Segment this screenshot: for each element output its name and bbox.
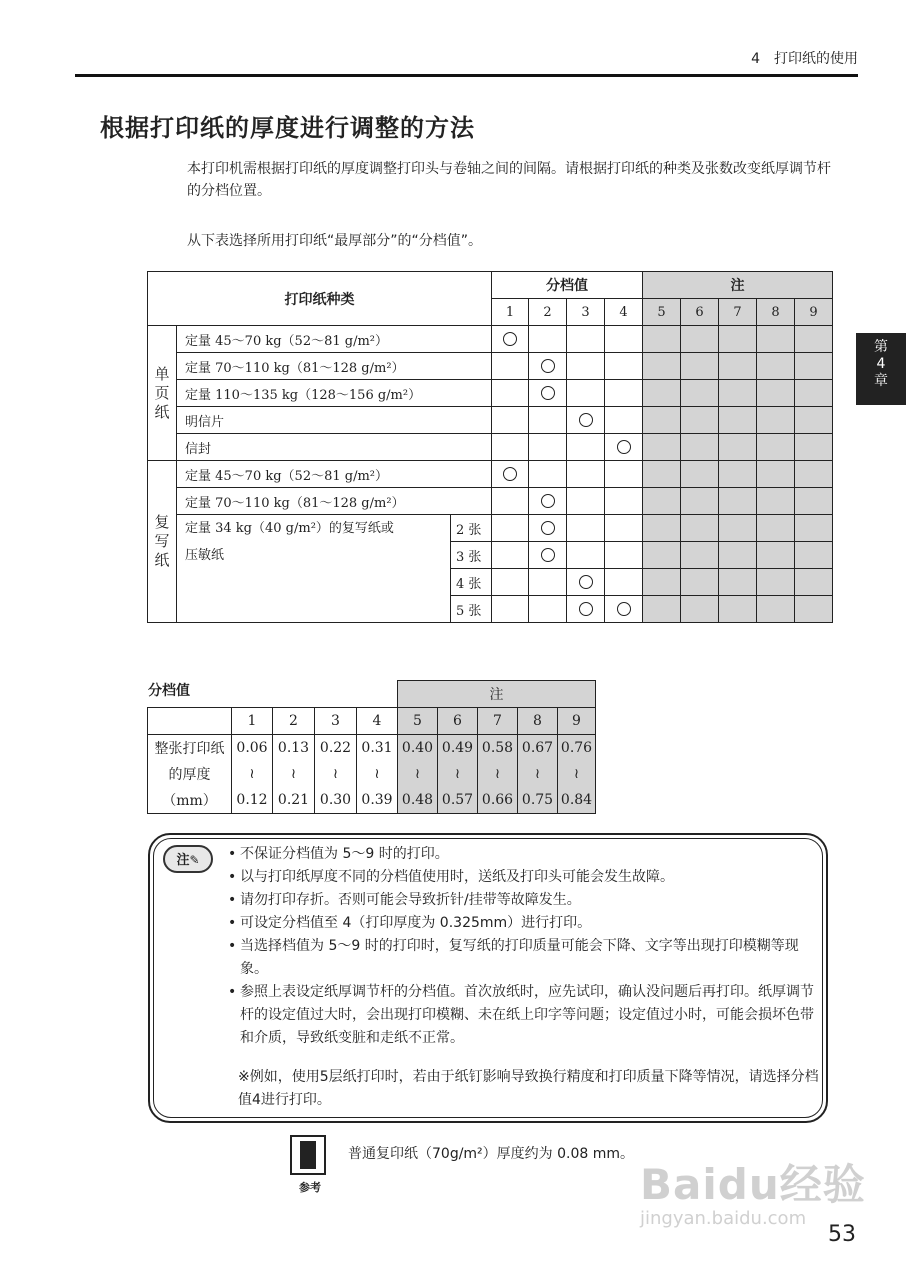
table-row [148, 380, 833, 407]
value-column-7: 7 [478, 708, 518, 735]
chapter-header: 4 打印纸的使用 [751, 51, 858, 67]
note-list [228, 843, 820, 1050]
paper-type-label: 明信片 [177, 407, 492, 434]
table-row [148, 434, 833, 461]
value-column-8: 8 [518, 708, 558, 735]
paper-type-label: 定量 45～70 kg（52～81 g/m²） [177, 461, 492, 488]
thickness-min: 0.22 [315, 735, 357, 762]
mark-circle-icon [541, 521, 555, 535]
table-row [148, 407, 833, 434]
thickness-max: 0.30 [315, 787, 357, 814]
thickness-max: 0.66 [478, 787, 518, 814]
header-paper-type: 打印纸种类 [148, 272, 492, 326]
table-row [148, 515, 833, 542]
column-header-8: 8 [757, 299, 795, 326]
paper-type-label: 定量 70～110 kg（81～128 g/m²） [177, 353, 492, 380]
instruction-paragraph: 从下表选择所用打印纸“最厚部分”的“分档值”。 [187, 233, 483, 249]
mark-circle-icon [617, 602, 631, 616]
range-tilde: ≀ [478, 761, 518, 787]
column-header-2: 2 [529, 299, 567, 326]
sheet-count-label: 2 张 [451, 515, 492, 542]
range-tilde: ≀ [357, 761, 398, 787]
thickness-max: 0.21 [273, 787, 315, 814]
value-table-note-header: 注 [398, 681, 596, 708]
carbon-paper-label: 定量 34 kg（40 g/m²）的复写纸或 压敏纸 [177, 515, 451, 623]
thickness-min: 0.06 [232, 735, 273, 762]
range-tilde: ≀ [273, 761, 315, 787]
paper-type-label: 定量 45～70 kg（52～81 g/m²） [177, 326, 492, 353]
mark-circle-icon [541, 548, 555, 562]
column-header-7: 7 [719, 299, 757, 326]
range-tilde: ≀ [232, 761, 273, 787]
mark-circle-icon [541, 386, 555, 400]
paper-type-label: 定量 70～110 kg（81～128 g/m²） [177, 488, 492, 515]
thickness-min: 0.40 [398, 735, 438, 762]
value-column-9: 9 [558, 708, 596, 735]
note-item: • 请勿打印存折。否则可能会导致折针/挂带等故障发生。 [228, 889, 820, 912]
value-thickness-table [147, 680, 596, 814]
column-header-5: 5 [643, 299, 681, 326]
book-icon [290, 1135, 326, 1175]
value-column-1: 1 [232, 708, 273, 735]
row-label-line2: 的厚度 [148, 761, 232, 787]
thickness-max: 0.84 [558, 787, 596, 814]
column-header-9: 9 [795, 299, 833, 326]
header-rule [75, 74, 858, 77]
mark-circle-icon [579, 413, 593, 427]
note-item: • 参照上表设定纸厚调节杆的分档值。首次放纸时，应先试印，确认没问题后再打印。纸厚调节杆的设定值过大时，会出现打印模糊、未在纸上印字等问题；设定值过小时，可能会损坏色带和介质，导致纸变脏和走纸不正常。 [228, 981, 820, 1050]
page-number: 53 [828, 1222, 856, 1247]
mark-circle-icon [541, 359, 555, 373]
range-tilde: ≀ [558, 761, 596, 787]
table-row [148, 326, 833, 353]
value-column-5: 5 [398, 708, 438, 735]
paper-type-label: 定量 110～135 kg（128～156 g/m²） [177, 380, 492, 407]
page-title: 根据打印纸的厚度进行调整的方法 [100, 114, 475, 142]
thickness-min: 0.76 [558, 735, 596, 762]
mark-circle-icon [617, 440, 631, 454]
reference-text: 普通复印纸（70g/m²）厚度约为 0.08 mm。 [348, 1146, 635, 1162]
row-label-line3: （mm） [148, 787, 232, 814]
intro-paragraph: 本打印机需根据打印纸的厚度调整打印头与卷轴之间的间隔。请根据打印纸的种类及张数改变纸厚调节杆的分档位置。 [187, 161, 831, 199]
note-item: • 以与打印纸厚度不同的分档值使用时，送纸及打印头可能会发生故障。 [228, 866, 820, 889]
thickness-min: 0.67 [518, 735, 558, 762]
table-row [148, 461, 833, 488]
column-header-1: 1 [492, 299, 529, 326]
column-header-3: 3 [567, 299, 605, 326]
thickness-max: 0.12 [232, 787, 273, 814]
thickness-min: 0.13 [273, 735, 315, 762]
watermark-url: jingyan.baidu.com [640, 1208, 807, 1229]
note-item: • 当选择档值为 5～9 时的打印时，复写纸的打印质量可能会下降、文字等出现打印模糊等现象。 [228, 935, 820, 981]
note-item: • 不保证分档值为 5～9 时的打印。 [228, 843, 820, 866]
thickness-max: 0.75 [518, 787, 558, 814]
value-column-2: 2 [273, 708, 315, 735]
mark-circle-icon [503, 332, 517, 346]
range-tilde: ≀ [518, 761, 558, 787]
note-icon: 注✎ [163, 845, 213, 873]
value-column-6: 6 [438, 708, 478, 735]
paper-thickness-table [147, 271, 833, 623]
thickness-min: 0.58 [478, 735, 518, 762]
range-tilde: ≀ [398, 761, 438, 787]
value-table-corner [148, 708, 232, 735]
note-item: • 可设定分档值至 4（打印厚度为 0.325mm）进行打印。 [228, 912, 820, 935]
mark-circle-icon [579, 602, 593, 616]
mark-circle-icon [579, 575, 593, 589]
watermark [640, 1152, 866, 1229]
thickness-max: 0.39 [357, 787, 398, 814]
header-value: 分档值 [492, 272, 643, 299]
paper-type-label: 信封 [177, 434, 492, 461]
thickness-max: 0.57 [438, 787, 478, 814]
group-single-sheet: 单 页 纸 [148, 326, 177, 461]
sheet-count-label: 5 张 [451, 596, 492, 623]
thickness-max: 0.48 [398, 787, 438, 814]
mark-circle-icon [503, 467, 517, 481]
chapter-tab: 第 4 章 [856, 333, 906, 405]
thickness-min: 0.31 [357, 735, 398, 762]
group-carbon-paper: 复 写 纸 [148, 461, 177, 623]
sheet-count-label: 3 张 [451, 542, 492, 569]
note-remark: ※例如，使用5层纸打印时，若由于纸钉影响导致换行精度和打印质量下降等情况，请选择分档值4进行打印。 [238, 1069, 819, 1108]
column-header-6: 6 [681, 299, 719, 326]
reference-label: 参考 [299, 1181, 321, 1194]
row-label-line1: 整张打印纸 [148, 735, 232, 762]
value-table-title: 分档值 [148, 683, 190, 699]
table-row [148, 353, 833, 380]
column-header-4: 4 [605, 299, 643, 326]
watermark-logo: Baidu经验 [640, 1160, 866, 1209]
value-column-4: 4 [357, 708, 398, 735]
value-column-3: 3 [315, 708, 357, 735]
thickness-min: 0.49 [438, 735, 478, 762]
mark-circle-icon [541, 494, 555, 508]
table-row [148, 488, 833, 515]
range-tilde: ≀ [438, 761, 478, 787]
reference-icon [290, 1135, 330, 1197]
sheet-count-label: 4 张 [451, 569, 492, 596]
header-note: 注 [643, 272, 833, 299]
range-tilde: ≀ [315, 761, 357, 787]
